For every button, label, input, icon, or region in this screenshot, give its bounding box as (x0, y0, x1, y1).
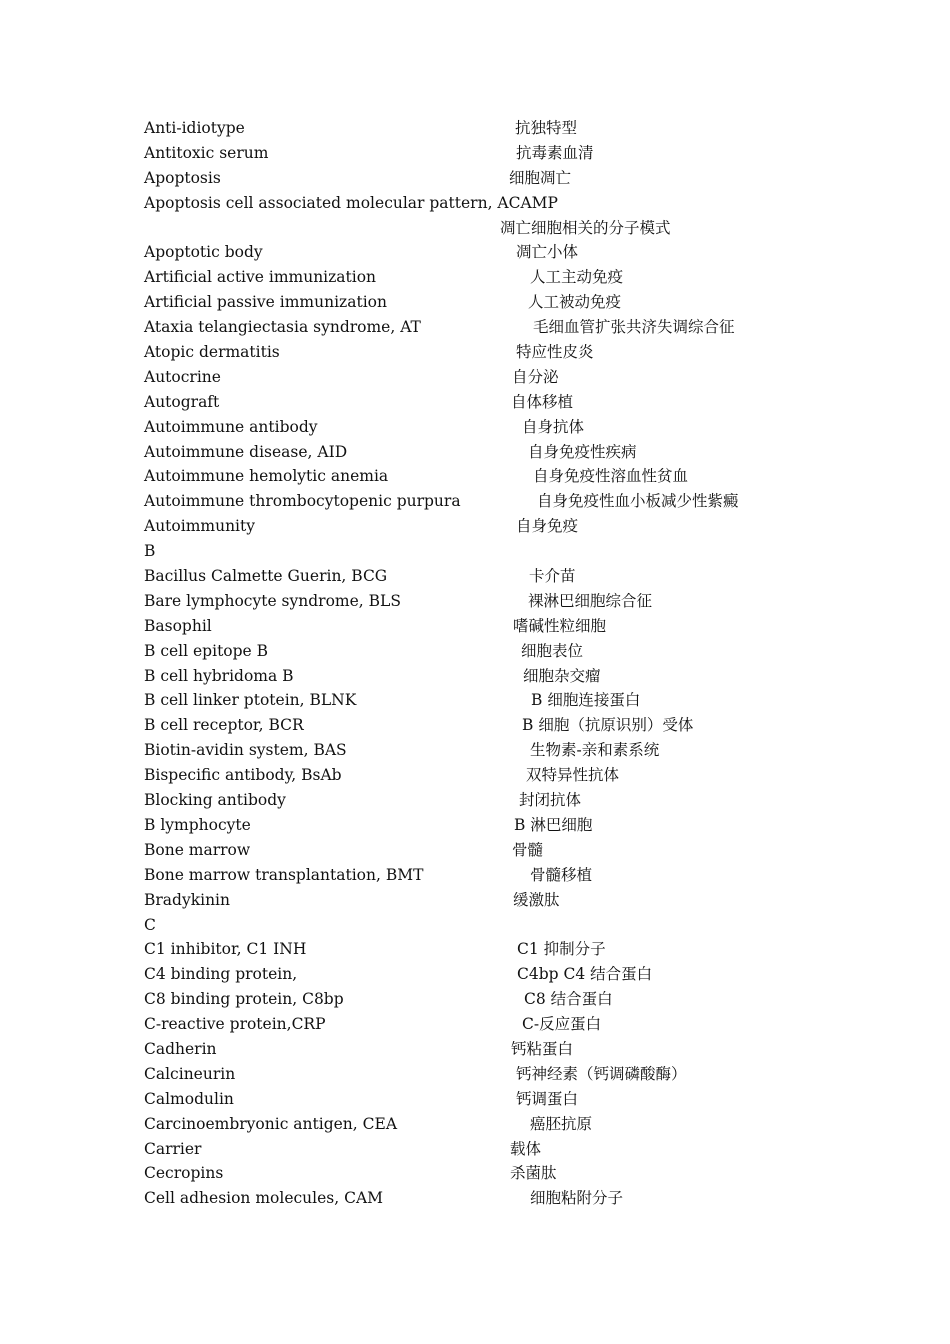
glossary-row (144, 1112, 844, 1137)
term-english: Bare lymphocyte syndrome, BLS (144, 591, 401, 610)
term-english: Calcineurin (144, 1064, 236, 1083)
term-chinese: C8 结合蛋白 (524, 990, 613, 1009)
term-chinese: 缓激肽 (513, 890, 560, 909)
glossary-row (144, 987, 844, 1012)
term-chinese: 自身免疫 (516, 517, 579, 536)
glossary-row (144, 464, 844, 489)
term-english: Artificial active immunization (144, 268, 377, 287)
term-english: Apoptosis cell associated molecular pattern, ACAMP (144, 193, 558, 212)
glossary-row (144, 315, 844, 340)
glossary-row (144, 888, 844, 913)
glossary-row (144, 166, 844, 191)
glossary-row (144, 415, 844, 440)
term-english: Artificial passive immunization (144, 293, 387, 312)
term-english: Autoimmune disease, AID (144, 442, 348, 461)
term-chinese: 特应性皮炎 (516, 343, 594, 362)
glossary-row (144, 1012, 844, 1037)
term-chinese: C1 抑制分子 (517, 940, 606, 959)
term-english: Carrier (144, 1139, 202, 1158)
term-english: Autoimmune hemolytic anemia (144, 467, 389, 486)
term-english: Cadherin (144, 1039, 217, 1058)
term-english: Autoimmune antibody (144, 417, 318, 436)
term-chinese: 载体 (510, 1139, 542, 1158)
term-chinese: 细胞表位 (521, 641, 584, 660)
glossary-row (144, 1186, 844, 1211)
glossary-row (144, 1087, 844, 1112)
glossary-list (144, 116, 844, 1211)
term-english: Bone marrow (144, 840, 251, 859)
term-chinese: C-反应蛋白 (522, 1015, 602, 1034)
term-english: Atopic dermatitis (144, 343, 280, 362)
glossary-row (144, 1161, 844, 1186)
glossary-row (144, 937, 844, 962)
glossary-row (144, 141, 844, 166)
glossary-row (144, 664, 844, 689)
term-chinese: 杀菌肽 (510, 1164, 557, 1183)
term-chinese: B 细胞（抗原识别）受体 (522, 716, 694, 735)
term-chinese: 骨髓 (512, 840, 544, 859)
glossary-row (144, 763, 844, 788)
term-chinese: 自身抗体 (522, 417, 585, 436)
glossary-row (144, 713, 844, 738)
term-chinese: 细胞杂交瘤 (523, 666, 601, 685)
term-english: Calmodulin (144, 1089, 234, 1108)
glossary-row (144, 216, 844, 241)
term-english: B (144, 542, 156, 561)
term-chinese: 人工被动免疫 (528, 293, 622, 312)
glossary-row (144, 514, 844, 539)
glossary-row (144, 340, 844, 365)
term-chinese: 钙神经素（钙调磷酸酶） (516, 1064, 687, 1083)
term-english: B cell hybridoma B (144, 666, 294, 685)
glossary-row (144, 240, 844, 265)
glossary-row (144, 290, 844, 315)
term-chinese: 细胞粘附分子 (530, 1189, 624, 1208)
glossary-row (144, 863, 844, 888)
glossary-row (144, 738, 844, 763)
term-chinese: 毛细血管扩张共济失调综合征 (533, 318, 735, 337)
term-chinese: 钙粘蛋白 (511, 1039, 574, 1058)
term-chinese: 卡介苗 (529, 567, 576, 586)
glossary-row (144, 813, 844, 838)
term-english: Ataxia telangiectasia syndrome, AT (144, 318, 421, 337)
term-english: B cell epitope B (144, 641, 269, 660)
term-english: Antitoxic serum (144, 143, 269, 162)
term-english: Autocrine (144, 367, 221, 386)
glossary-row (144, 962, 844, 987)
term-chinese: 裸淋巴细胞综合征 (528, 591, 653, 610)
term-english: Bone marrow transplantation, BMT (144, 865, 424, 884)
term-chinese: 细胞凋亡 (509, 168, 572, 187)
glossary-row (144, 838, 844, 863)
term-english: B lymphocyte (144, 815, 251, 834)
term-english: Cell adhesion molecules, CAM (144, 1189, 384, 1208)
term-english: C4 binding protein, (144, 965, 298, 984)
term-chinese: 自身免疫性血小板减少性紫癜 (537, 492, 739, 511)
term-chinese: 人工主动免疫 (530, 268, 624, 287)
term-english: B cell linker ptotein, BLNK (144, 691, 357, 710)
term-chinese: 生物素-亲和素系统 (530, 741, 660, 760)
term-chinese: 凋亡小体 (516, 243, 579, 262)
term-chinese: 自分泌 (512, 367, 559, 386)
glossary-row (144, 688, 844, 713)
term-chinese: B 细胞连接蛋白 (531, 691, 641, 710)
glossary-row (144, 365, 844, 390)
glossary-row (144, 639, 844, 664)
glossary-row (144, 1062, 844, 1087)
term-english: Biotin-avidin system, BAS (144, 741, 347, 760)
term-chinese: 封闭抗体 (519, 791, 582, 810)
term-english: C1 inhibitor, C1 INH (144, 940, 307, 959)
term-chinese: 自体移植 (511, 392, 574, 411)
glossary-row (144, 191, 844, 216)
term-english: Autoimmunity (144, 517, 255, 536)
term-chinese: 自身免疫性溶血性贫血 (533, 467, 689, 486)
section-letter-row (144, 539, 844, 564)
term-english: Cecropins (144, 1164, 224, 1183)
term-english: Blocking antibody (144, 791, 286, 810)
term-english: Autoimmune thrombocytopenic purpura (144, 492, 461, 511)
term-english: Apoptotic body (144, 243, 263, 262)
term-chinese: 抗毒素血清 (516, 143, 594, 162)
term-english: Bispecific antibody, BsAb (144, 766, 342, 785)
term-chinese: 凋亡细胞相关的分子模式 (500, 218, 671, 237)
term-chinese: 双特异性抗体 (526, 766, 620, 785)
term-english: Carcinoembryonic antigen, CEA (144, 1114, 398, 1133)
term-english: B cell receptor, BCR (144, 716, 304, 735)
term-english: C (144, 915, 156, 934)
section-letter-row (144, 913, 844, 938)
term-chinese: B 淋巴细胞 (514, 815, 593, 834)
term-english: Autograft (144, 392, 220, 411)
term-english: Bradykinin (144, 890, 230, 909)
glossary-row (144, 1037, 844, 1062)
term-chinese: 癌胚抗原 (530, 1114, 593, 1133)
glossary-row (144, 1137, 844, 1162)
term-english: Basophil (144, 616, 212, 635)
term-chinese: 自身免疫性疾病 (528, 442, 637, 461)
glossary-row (144, 564, 844, 589)
term-english: Bacillus Calmette Guerin, BCG (144, 567, 388, 586)
term-chinese: 嗜碱性粒细胞 (513, 616, 607, 635)
term-english: C-reactive protein,CRP (144, 1015, 326, 1034)
glossary-row (144, 589, 844, 614)
term-english: Apoptosis (144, 168, 221, 187)
term-chinese: 骨髓移植 (530, 865, 593, 884)
term-english: Anti-idiotype (144, 119, 245, 137)
term-chinese: C4bp C4 结合蛋白 (517, 965, 653, 984)
glossary-row (144, 265, 844, 290)
term-chinese: 抗独特型 (515, 119, 578, 137)
glossary-row (144, 116, 844, 141)
glossary-row (144, 390, 844, 415)
glossary-row (144, 489, 844, 514)
term-english: C8 binding protein, C8bp (144, 990, 344, 1009)
glossary-row (144, 614, 844, 639)
glossary-row (144, 440, 844, 465)
glossary-row (144, 788, 844, 813)
term-chinese: 钙调蛋白 (516, 1089, 579, 1108)
